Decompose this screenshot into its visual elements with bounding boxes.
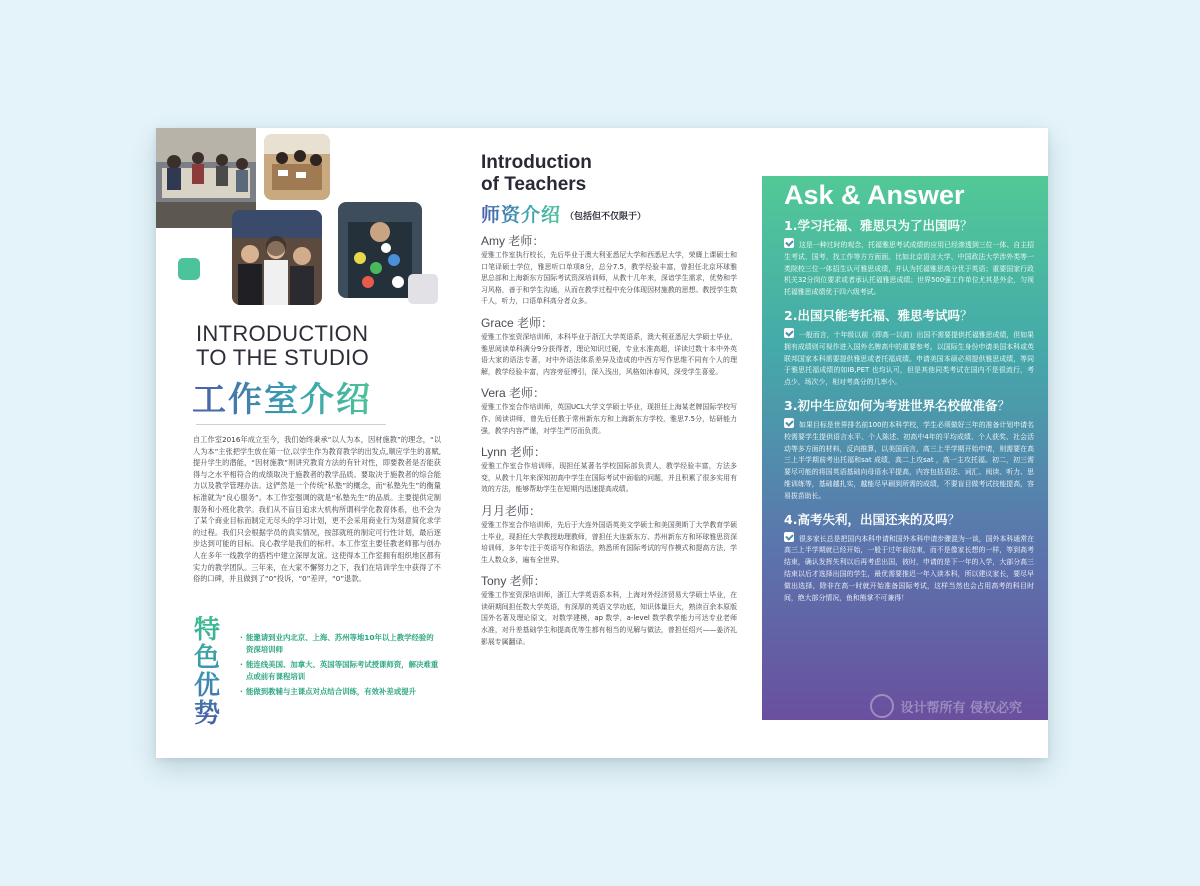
studio-title-en-line1: INTRODUCTION xyxy=(196,321,369,346)
teacher-bio: 爱雅工作室合作培训师，现担任某著名学校国际部负责人，教学经验丰富，方法多变，从教十几年来深知初高中学生在国际考试中面临的问题，并且积累了很多实用有效的方法，能够帮助学生在短期内迅速提高成绩。 xyxy=(481,462,737,494)
checkmark-icon xyxy=(784,418,794,428)
teachers-title-en-line1: Introduction xyxy=(481,152,592,173)
checkmark-icon xyxy=(784,532,794,542)
qa-question-text: 1.学习托福、雅思只为了出国吗 xyxy=(784,218,960,233)
qa-question xyxy=(784,396,1034,416)
studio-title-en xyxy=(196,322,416,370)
teacher-entry xyxy=(481,314,737,378)
features-title: 特色优势 xyxy=(190,616,224,728)
qa-answer xyxy=(784,238,1034,299)
teachers-title-cn: 师资介绍 xyxy=(481,204,562,226)
teacher-bio: 爱雅工作室执行校长，先后毕业于澳大利亚悉尼大学和西悉尼大学，荣膺上课硕士和口笔译硕士学位，雅思听口单项8分，总分7.5，教学经验丰富，曾担任北京环球雅思总部和上海新东方国际考试资深培训师，从教十几年来，深谙学生需求，优势和学习风格，善于和学生沟通，从而在教学过程中充分体现因材施教的思想。教授学生数千人，听力，口语单科高分者众多。 xyxy=(481,251,737,306)
qa-answer-text: 如果目标是世界排名前100的本科学校，学生必须做好三年的准备计划申请名校需要学生提供语言水平、个人陈述、初高中4年的平均成绩、个人获奖、社会活动等多方面的材料，反向推算，以美国而言，高三上半学期开始申请，则需要在高三上半学期前考出托福和sat 成绩，高二上攻sat ，高一主攻托福。初二，初三需要尽可能的将国英语基础向母语水平提高，内容包括语法、词汇、阅读、听力、思维训练等，基础越扎实，越能尽早刷到所需的成绩，不要盲目做考试技能提高，容易拔苗助长。 xyxy=(784,420,1034,500)
teacher-bio: 爱雅工作室合作培训师，先后于大连外国语英美文学硕士和美国奥斯丁大学教育学硕士毕业，现担任大学教授助理教师，曾担任大连新东方、苏州新东方和环球雅思资深培训师，多年专注于英语写作和语法，熟悉所有国际考试的写作模式和提高方法，学生人数众多，遍布全世界。 xyxy=(481,520,737,564)
qa-title: Ask & Answer xyxy=(784,180,965,210)
students-group-photo xyxy=(232,210,322,305)
watermark xyxy=(870,694,1022,718)
qa-item xyxy=(784,510,1034,605)
teacher-name: 月月老师： xyxy=(481,503,542,518)
qa-question-mark: ？ xyxy=(997,397,1010,413)
teacher-entry xyxy=(481,384,737,437)
teacher-entry xyxy=(481,232,737,308)
teacher-name: Amy 老师： xyxy=(481,234,545,248)
teacher-bio: 爱雅工作室资深培训师，本科毕业于浙江大学英语系，澳大利亚悉尼大学硕士毕业，雅思阅读单科满分9分获得者，理论知识过硬，专业水准高超，详读过数十本中外英语大家的语法专著，对中外语法体系差异及造成的中西方写作思维不同有个人的理解，教学经验丰富，内容旁征博引，深入浅出，风格如沐春风，深受学生喜爱。 xyxy=(481,332,737,376)
qa-question xyxy=(784,306,1034,326)
teachers-title-cn-row xyxy=(481,200,646,227)
qa-question xyxy=(784,216,1034,236)
teachers-subtitle: （包括但不仅限于） xyxy=(565,212,647,222)
qa-item xyxy=(784,306,1034,389)
studio-title-cn: 工作室介绍 xyxy=(192,372,372,421)
qa-item xyxy=(784,396,1034,503)
teacher-entry xyxy=(481,502,737,566)
classroom-photo-2 xyxy=(264,134,330,200)
qa-answer xyxy=(784,328,1034,389)
qa-question xyxy=(784,510,1034,530)
watermark-logo-icon xyxy=(870,694,894,718)
watermark-text: 设计帮所有 侵权必究 xyxy=(900,701,1022,716)
studio-title-en-line2: TO THE STUDIO xyxy=(196,345,369,370)
green-square-decoration xyxy=(178,258,200,280)
teacher-name: Tony 老师： xyxy=(481,574,546,589)
teacher-entry xyxy=(481,572,737,648)
qa-question-text: 3.初中生应如何为考进世界名校做准备 xyxy=(784,397,998,413)
teacher-name: Lynn 老师： xyxy=(481,445,546,460)
qa-list xyxy=(784,216,1034,611)
qa-question-mark: ？ xyxy=(959,218,973,233)
qa-answer-text: 一般而言，十年级以前（即高一以前）出国不需要提供托福雅思成绩，但如果拥有成绩则可视作进入国外名牌高中的重要参考。以国际生身份申请美国本科或英联邦国家本科需要提供雅思或者托福成绩。申请美国本硕必须提供雅思成绩，等同于雅思托福成绩的如IB,PET 也均认可，但是其他同类考试在国内不是很流行，考点少，场次少，相对考高分的几率小。 xyxy=(784,330,1034,387)
divider xyxy=(196,424,386,425)
teachers-title-en xyxy=(481,152,592,196)
brochure-spread xyxy=(156,128,1048,758)
qa-answer-text: 很多家长总是把国内本科申请和国外本科申请步骤混为一谈，国外本科通常在高三上半学期就已经开始，一般于过年前结束，而不是像家长想的一样，等到高考结束，确认发挥失利以后再考虑出国，彼时，申请的是下一年的入学，大部分高三结束以后才选择出国的学生，最优需要推迟一年入读本科，所以建议家长，要尽早做出选择，除非在高一时就开始准备国际考试，这样当然也会占用高考的科目时间，绝大部分情况，鱼和熊掌不可兼得！ xyxy=(784,534,1034,602)
teacher-entry xyxy=(481,443,737,496)
qa-question-mark: ？ xyxy=(959,307,973,323)
feature-item: · 能做到教辅与主课点对点结合训练，有效补差或提升 xyxy=(240,686,440,698)
teachers-title-en-line2: of Teachers xyxy=(481,174,587,195)
feature-item: · 能邀请到业内北京、上海、苏州等地10年以上教学经验的资深培训师 xyxy=(240,632,440,655)
qa-question-mark: ？ xyxy=(947,511,960,527)
qa-question-text: 4.高考失利，出国还来的及吗 xyxy=(784,511,948,527)
qa-item xyxy=(784,216,1034,299)
teacher-bio: 爱雅工作室合作培训师，英国UCL大学文学硕士毕业，现担任上海某老牌国际学校写作、阅读讲师，曾先后任教于常州新东方和上海新东方学校，雅思7.5分，钻研能力强，教学内容严谨，对学生严厉而负责。 xyxy=(481,403,737,435)
qa-answer xyxy=(784,418,1034,503)
teacher-name: Grace 老师： xyxy=(481,315,554,330)
studio-body-text: 自工作室2016年成立至今，我们始终秉承“以人为本，因材施教”的理念，“以人为本”主张把学生放在第一位,以学生作为教育教学的出发点,顺应学生的喜赋,提升学生的潜能，“因材施教”则讲究教育方法的有针对性，即要教者是否能获得与之水平相符合的成绩取决于施教者的教学品质。要取决于施教者的综合能力以及教学管理办法。这俨然是一个传统“私塾”的概念，而“私塾先生”的衡量标准就为“良心服务”。本工作室强调的就是“私塾先生”的品质。主要提供定制服务和小班化教学。我们从不盲目追求大机构所谓科学化教育体系，也不会为了某个商业目标而制定无尽头的学习计划，更不会采用商业行为刻意简化求学的过程。我们只会根据学员的真实情况，按部就班的制定可行性计划，最后逐步达到可能的目标。良心教学是我们的标杆。本工作室主要任教老师都与创办人在多年一线教学的搭档中建立深厚友谊。这使得本工作室拥有组织地区都有实力的教学团队。三年来，在大家不懈努力之下，我们在培训学生中获得了不俗的口碑，并且做到了“0”投诉，“0”差评，“0”退款。 xyxy=(193,435,441,584)
teacher-name: Vera 老师： xyxy=(481,386,546,401)
qa-answer xyxy=(784,532,1034,605)
gray-square-decoration xyxy=(408,274,438,304)
checkmark-icon xyxy=(784,238,794,248)
feature-item: · 能连线美国、加拿大、英国等国际考试授课师资，解决难重点或前有课程培训 xyxy=(240,659,440,682)
teacher-list xyxy=(481,232,737,654)
ask-answer-panel xyxy=(762,176,1048,720)
qa-question-text: 2.出国只能考托福、雅思考试吗 xyxy=(784,307,960,323)
teacher-bio: 爱雅工作室资深培训师，浙江大学英语系本科，上海对外经济贸易大学硕士毕业，在读研期间担任数大学英语，有深厚的英语文学功底，知识体量巨大，熟读百余本原版国外名著及理论原文，对数学建模，ap 数学，a-level 数学教学能力可达专业老师水准，对升差基础学生和提高优等生都有相当的见解与做法，曾担任绍兴——姜济礼影展专属翻译。 xyxy=(481,591,737,646)
features-list xyxy=(240,632,440,702)
checkmark-icon xyxy=(784,328,794,338)
qa-answer-text: 这是一种过时的观念，托福雅思考试成绩的应用已经渗透到三位一体、自主招生考试、国考、找工作等方方面面。比如北京语言大学、中国政法大学涉外类等一类院校三位一体招生认可雅思成绩，并认为托福雅思高分优于英语；重要国家行政机关32分岗位要求或者承认托福雅思成绩；世界500强工作单位尤其是外企，匀视托福雅思成绩优于四六级考试。 xyxy=(784,241,1034,297)
